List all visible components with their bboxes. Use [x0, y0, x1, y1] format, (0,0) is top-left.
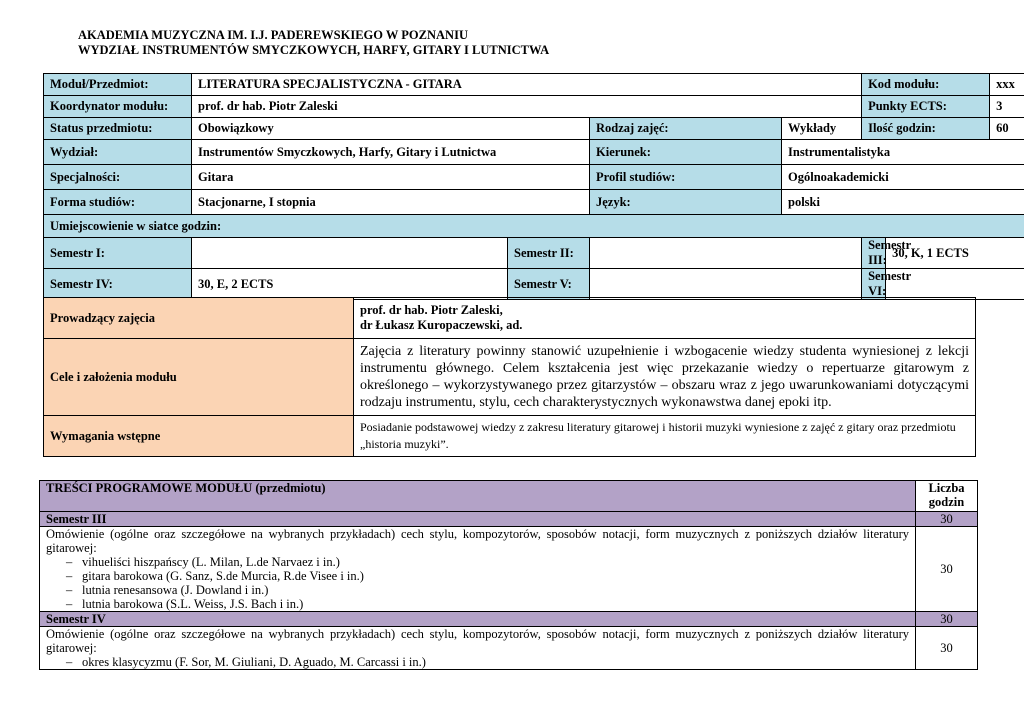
module-info-table	[43, 73, 1024, 300]
semestr-iv-row-hours: 30	[916, 627, 978, 670]
semestr-2-label: Semestr II:	[508, 238, 590, 269]
prowadzacy-value	[354, 298, 976, 339]
semestr-iv-intro: Omówienie (ogólne oraz szczegółowe na wybranych przykładach) cech stylu, kompozytorów, sposobów notacji, form muzycznych z poniższych działów literatury gitarowej:	[46, 627, 909, 655]
koordynator-label: Koordynator modułu:	[44, 96, 192, 118]
ects-label: Punkty ECTS:	[862, 96, 990, 118]
semestr-iv-content	[40, 627, 916, 670]
semestr-iv-hours: 30	[916, 612, 978, 627]
program-title: TREŚCI PROGRAMOWE MODUŁU (przedmiotu)	[40, 481, 916, 512]
semestr-4-label: Semestr IV:	[44, 269, 192, 300]
status-value: Obowiązkowy	[192, 118, 590, 140]
modul-label: Moduł/Przedmiot:	[44, 74, 192, 96]
list-item: – lutnia barokowa (S.L. Weiss, J.S. Bach i in.)	[66, 597, 909, 611]
semestr-iii-content	[40, 527, 916, 612]
status-label: Status przedmiotu:	[44, 118, 192, 140]
hours-header: Liczba godzin	[916, 481, 978, 512]
cele-label: Cele i założenia modułu	[44, 339, 354, 416]
wymagania-text: Posiadanie podstawowej wiedzy z zakresu literatury gitarowej i historii muzyki wyniesione z zajęć z gitary oraz przedmiotu „historia muzyki”.	[354, 416, 976, 457]
koordynator-value: prof. dr hab. Piotr Zaleski	[192, 96, 862, 118]
kierunek-label: Kierunek:	[590, 140, 782, 165]
profil-label: Profil studiów:	[590, 165, 782, 190]
jezyk-label: Język:	[590, 190, 782, 215]
semestr-5-value	[590, 269, 862, 300]
document-header	[78, 28, 549, 58]
specjalnosci-value: Gitara	[192, 165, 590, 190]
semestr-iii-row-hours: 30	[916, 527, 978, 612]
forma-label: Forma studiów:	[44, 190, 192, 215]
wydzial-label: Wydział:	[44, 140, 192, 165]
semestr-1-label: Semestr I:	[44, 238, 192, 269]
faculty-name: WYDZIAŁ INSTRUMENTÓW SMYCZKOWYCH, HARFY, GITARY I LUTNICTWA	[78, 43, 550, 57]
module-details-table	[43, 297, 976, 457]
forma-value: Stacjonarne, I stopnia	[192, 190, 590, 215]
semestr-2-value	[590, 238, 862, 269]
semestr-3-label: Semestr III:	[862, 238, 886, 269]
modul-value: LITERATURA SPECJALISTYCZNA - GITARA	[192, 74, 862, 96]
semestr-4-value: 30, E, 2 ECTS	[192, 269, 508, 300]
program-content-table	[39, 480, 978, 670]
list-item: – gitara barokowa (G. Sanz, S.de Murcia, R.de Visee i in.)	[66, 569, 909, 583]
prowadzacy-line-1: prof. dr hab. Piotr Zaleski,	[360, 303, 503, 317]
semestr-iii-list	[46, 555, 909, 611]
prowadzacy-label: Prowadzący zajęcia	[44, 298, 354, 339]
list-item: – lutnia renesansowa (J. Dowland i in.)	[66, 583, 909, 597]
kierunek-value: Instrumentalistyka	[782, 140, 1024, 165]
semestr-iii-intro: Omówienie (ogólne oraz szczegółowe na wybranych przykładach) cech stylu, kompozytorów, sposobów notacji, form muzycznych z poniższych działów literatury gitarowej:	[46, 527, 909, 555]
wydzial-value: Instrumentów Smyczkowych, Harfy, Gitary i Lutnictwa	[192, 140, 590, 165]
prowadzacy-line-2: dr Łukasz Kuropaczewski, ad.	[360, 318, 523, 332]
semestr-iii-header: Semestr III	[40, 512, 916, 527]
umiejscowienie-label: Umiejscowienie w siatce godzin:	[44, 215, 1024, 238]
semestr-3-value: 30, K, 1 ECTS	[886, 238, 1024, 269]
cele-text: Zajęcia z literatury powinny stanowić uzupełnienie i wzbogacenie wiedzy studenta wyniesionej z lekcji instrumentu głównego. Celem kształcenia jest więc przekazanie wiedzy o repertuarze gitarowym z określonego – wykorzystywanego przez gitarzystów – obszaru wraz z jego uwarunkowaniami dotyczącymi rodzaju instrumentu, stylu, cech charakterystycznych wykonawstwa danej epoki itp.	[354, 339, 976, 416]
specjalnosci-label: Specjalności:	[44, 165, 192, 190]
profil-value: Ogólnoakademicki	[782, 165, 1024, 190]
semestr-6-label: Semestr VI:	[862, 269, 886, 300]
godzin-value: 60	[990, 118, 1024, 140]
list-item: – vihueliści hiszpańscy (L. Milan, L.de Narvaez i in.)	[66, 555, 909, 569]
kod-value: xxx	[990, 74, 1024, 96]
list-item: – okres klasycyzmu (F. Sor, M. Giuliani, D. Aguado, M. Carcassi i in.)	[66, 655, 909, 669]
godzin-label: Ilość godzin:	[862, 118, 990, 140]
rodzaj-value: Wykłady	[782, 118, 862, 140]
semestr-5-label: Semestr V:	[508, 269, 590, 300]
jezyk-value: polski	[782, 190, 1024, 215]
semestr-iii-hours: 30	[916, 512, 978, 527]
semestr-iv-header: Semestr IV	[40, 612, 916, 627]
academy-name: AKADEMIA MUZYCZNA IM. I.J. PADEREWSKIEGO W POZNANIU	[78, 28, 468, 42]
rodzaj-label: Rodzaj zajęć:	[590, 118, 782, 140]
semestr-iv-list	[46, 655, 909, 669]
ects-value: 3	[990, 96, 1024, 118]
semestr-1-value	[192, 238, 508, 269]
wymagania-label: Wymagania wstępne	[44, 416, 354, 457]
kod-label: Kod modułu:	[862, 74, 990, 96]
